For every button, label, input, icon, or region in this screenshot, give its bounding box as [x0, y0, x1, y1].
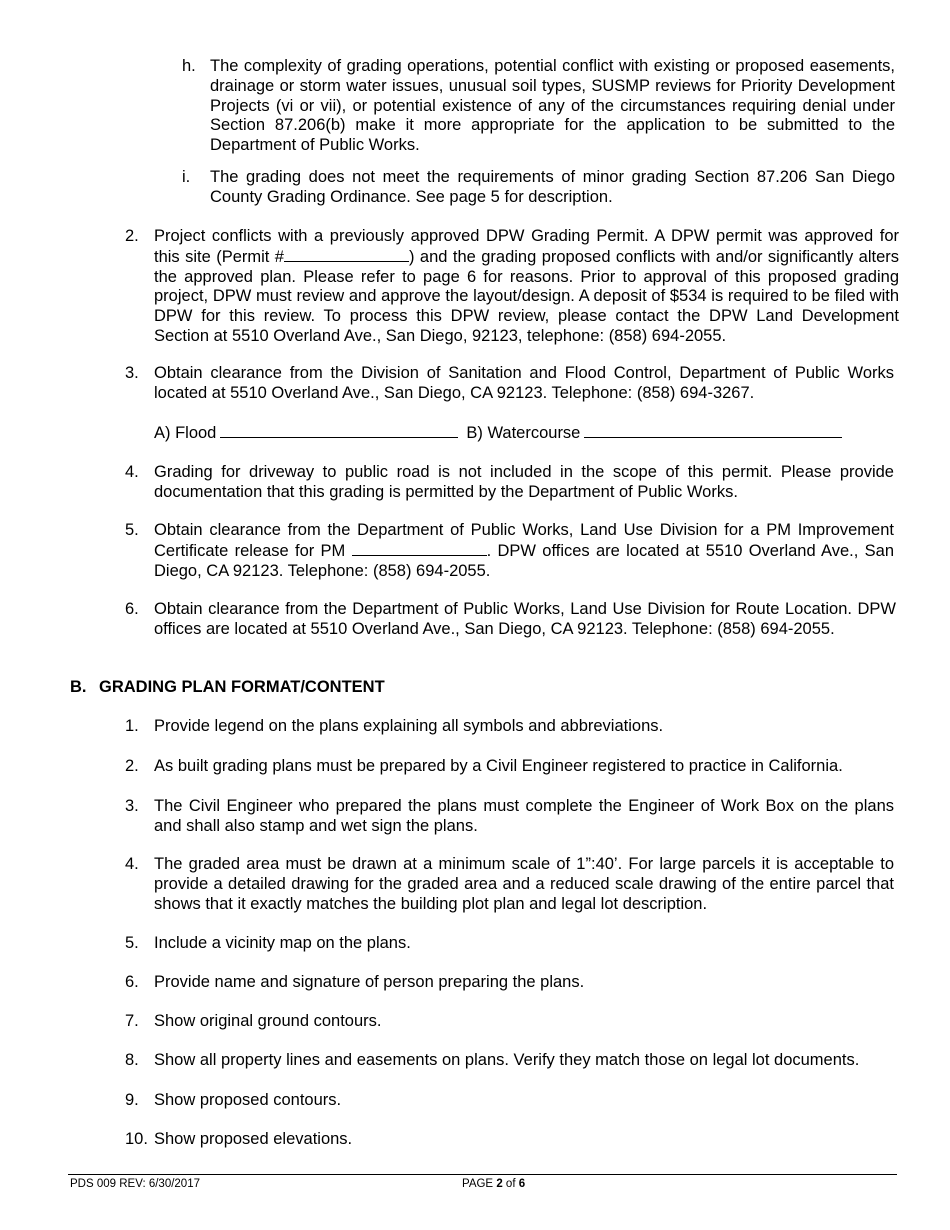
page-indicator [462, 1178, 525, 1190]
list-item [125, 1130, 895, 1152]
watercourse-label: B) Watercourse [466, 424, 581, 442]
permit-number-blank[interactable] [284, 247, 409, 262]
item-number: 5. [125, 521, 139, 539]
item-text: Show all property lines and easements on plans. Verify they match those on legal lot documents. [154, 1051, 860, 1069]
list-item [125, 227, 900, 347]
list-item [125, 600, 897, 662]
page-current: 2 [496, 1178, 503, 1190]
form-id: PDS 009 REV: 6/30/2017 [70, 1178, 200, 1190]
list-item [125, 1012, 895, 1034]
item-text-after: ) and the grading proposed conflicts with and/or significantly alters the approved plan. Please refer to page 6 for reasons. Prior to approval of this proposed grading project, DPW must review and approve the layout/design. A deposit of $534 is required to be filed with DPW for this review. To process this DPW review, please contact the DPW Land Development Section at 5510 Overland Ave., San Diego, 92123, telephone: (858) 694-2055. [154, 247, 899, 345]
list-item [125, 1091, 895, 1113]
item-number: 3. [125, 797, 139, 815]
list-item [125, 463, 895, 505]
section-letter: B. [70, 678, 87, 696]
item-text: Provide legend on the plans explaining all symbols and abbreviations. [154, 717, 664, 735]
list-item [182, 168, 895, 210]
list-item [125, 364, 895, 406]
item-text-after: . DPW offices are located at 5510 Overland Ave., San Diego, CA 92123. Telephone: (858) 694-2055. [154, 541, 895, 580]
item-text-before: Project conflicts with a previously approved DPW Grading Permit. A DPW permit was approved for this site (Permit # [154, 227, 899, 266]
section-title: GRADING PLAN FORMAT/CONTENT [99, 678, 385, 696]
item-number: 9. [125, 1091, 139, 1109]
item-text: As built grading plans must be prepared by a Civil Engineer registered to practice in California. [154, 757, 843, 775]
item-text: Show proposed contours. [154, 1091, 342, 1109]
list-item [125, 717, 895, 739]
footer-divider [68, 1174, 897, 1175]
item-text: Provide name and signature of person preparing the plans. [154, 973, 585, 991]
item-text: Grading for driveway to public road is not included in the scope of this permit. Please provide documentation that this grading is permitted by the Department of Public Works. [154, 463, 894, 501]
item-text: Obtain clearance from the Department of Public Works, Land Use Division for Route Location. DPW offices are located at 5510 Overland Ave., San Diego, CA 92123. Telephone: (858) 694-2055. [154, 600, 896, 638]
item-text: The Civil Engineer who prepared the plans must complete the Engineer of Work Box on the plans and shall also stamp and wet sign the plans. [154, 797, 894, 835]
item-marker: h. [182, 57, 196, 75]
item-number: 6. [125, 973, 139, 991]
item-text: Include a vicinity map on the plans. [154, 934, 411, 952]
item-text: The graded area must be drawn at a minimum scale of 1”:40’. For large parcels it is acceptable to provide a detailed drawing for the graded area and a reduced scale drawing of the entire parcel that shows that it exactly matches the building plot plan and legal lot description. [154, 855, 894, 913]
flood-label: A) Flood [154, 424, 217, 442]
list-item [125, 1051, 895, 1073]
item-number: 10. [125, 1130, 148, 1148]
item-number: 6. [125, 600, 139, 618]
list-item [182, 57, 895, 157]
item-number: 8. [125, 1051, 139, 1069]
flood-blank[interactable] [220, 423, 458, 438]
item-text [154, 227, 899, 347]
item-text: Show proposed elevations. [154, 1130, 353, 1148]
item-number: 4. [125, 855, 139, 873]
list-item [125, 521, 895, 583]
item-number: 5. [125, 934, 139, 952]
list-item [125, 934, 895, 956]
section-heading [70, 678, 385, 697]
pm-number-blank[interactable] [352, 541, 487, 556]
item-number: 1. [125, 717, 139, 735]
item-number: 7. [125, 1012, 139, 1030]
item-text [154, 521, 894, 581]
item-text: The complexity of grading operations, potential conflict with existing or proposed easements, drainage or storm water issues, unusual soil types, SUSMP reviews for Priority Development Projects (vi or vii), or potential existence of any of the circumstances requiring denial under Section 87.206(b) make it more appropriate for the application to be submitted to the Department of Public Works. [210, 57, 895, 155]
item-number: 2. [125, 227, 139, 245]
list-item [125, 855, 895, 917]
item-number: 3. [125, 364, 139, 382]
item-text: The grading does not meet the requirements of minor grading Section 87.206 San Diego County Grading Ordinance. See page 5 for description. [210, 168, 895, 206]
item-text: Obtain clearance from the Division of Sanitation and Flood Control, Department of Public Works located at 5510 Overland Ave., San Diego, CA 92123. Telephone: (858) 694-3267. [154, 364, 894, 402]
item-text-before: Obtain clearance from the Department of Public Works, Land Use Division for a PM Improvement Certificate release for PM [154, 521, 894, 560]
page-total: 6 [518, 1178, 526, 1190]
item-text: Show original ground contours. [154, 1012, 382, 1030]
list-item [125, 973, 895, 995]
item-number: 2. [125, 757, 139, 775]
page-word: PAGE [462, 1178, 494, 1190]
flood-watercourse-row [154, 423, 842, 444]
watercourse-blank[interactable] [584, 423, 842, 438]
item-marker: i. [182, 168, 191, 186]
list-item [125, 797, 895, 839]
list-item [125, 757, 895, 779]
page-of: of [505, 1178, 516, 1190]
item-number: 4. [125, 463, 139, 481]
